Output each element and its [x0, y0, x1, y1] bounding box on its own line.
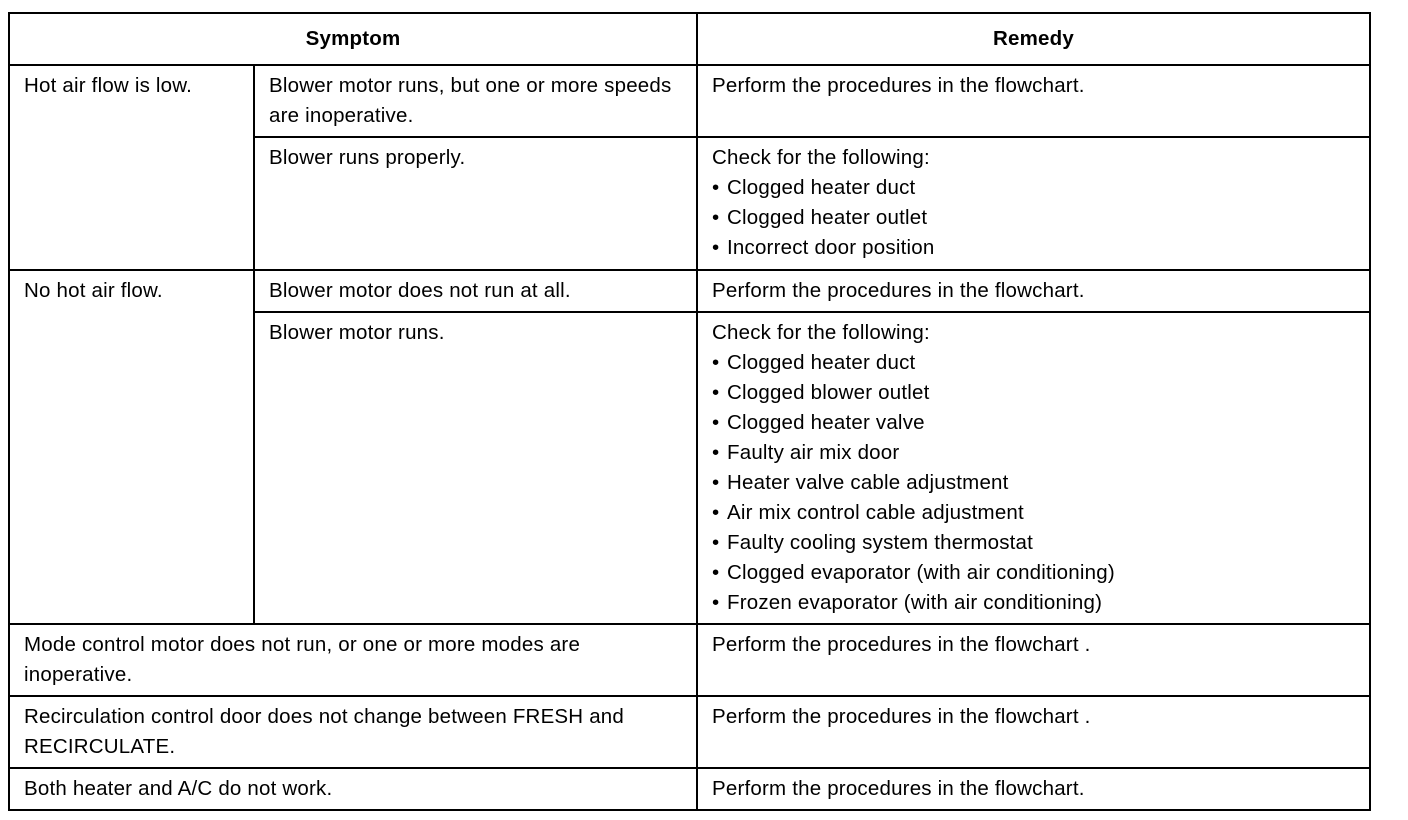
- bullet-icon: •: [712, 561, 720, 584]
- check-item: [712, 348, 1355, 378]
- remedy-cell: Perform the procedures in the flowchart.: [697, 270, 1370, 312]
- check-item-text: Frozen evaporator (with air conditioning): [727, 591, 1103, 614]
- check-item: [712, 468, 1355, 498]
- table-row: [9, 768, 1370, 810]
- bullet-icon: •: [712, 381, 720, 404]
- bullet-icon: •: [712, 531, 720, 554]
- symptom-condition: Blower motor runs, but one or more speeds are inoperative.: [254, 65, 697, 137]
- table-row: [9, 696, 1370, 768]
- bullet-icon: •: [712, 471, 720, 494]
- check-item: [712, 528, 1355, 558]
- table-header-row: [9, 13, 1370, 65]
- bullet-icon: •: [712, 591, 720, 614]
- symptom-condition: Blower runs properly.: [254, 137, 697, 270]
- check-item-text: Clogged heater outlet: [727, 206, 928, 229]
- remedy-cell: Perform the procedures in the flowchart .: [697, 696, 1370, 768]
- check-item-text: Clogged heater duct: [727, 351, 916, 374]
- bullet-icon: •: [712, 441, 720, 464]
- check-item-text: Faulty air mix door: [727, 441, 900, 464]
- check-item-text: Clogged blower outlet: [727, 381, 930, 404]
- remedy-cell: [697, 312, 1370, 624]
- check-item: [712, 378, 1355, 408]
- remedy-cell: Perform the procedures in the flowchart.: [697, 768, 1370, 810]
- bullet-icon: •: [712, 501, 720, 524]
- symptom-cell: Both heater and A/C do not work.: [9, 768, 697, 810]
- remedy-cell: Perform the procedures in the flowchart.: [697, 65, 1370, 137]
- table-row: [9, 270, 1370, 312]
- symptom-cell: Recirculation control door does not change between FRESH and RECIRCULATE.: [9, 696, 697, 768]
- check-item: [712, 438, 1355, 468]
- check-item-text: Incorrect door position: [727, 236, 935, 259]
- check-item: [712, 203, 1355, 233]
- check-list: [712, 348, 1355, 618]
- check-item-text: Clogged heater valve: [727, 411, 925, 434]
- check-item-text: Clogged heater duct: [727, 176, 916, 199]
- symptom-category: No hot air flow.: [9, 270, 254, 624]
- check-item-text: Clogged evaporator (with air conditioning): [727, 561, 1115, 584]
- remedy-header: Remedy: [697, 13, 1370, 65]
- remedy-cell: Perform the procedures in the flowchart .: [697, 624, 1370, 696]
- check-item: [712, 588, 1355, 618]
- remedy-cell: [697, 137, 1370, 270]
- check-item-text: Faulty cooling system thermostat: [727, 531, 1034, 554]
- bullet-icon: •: [712, 351, 720, 374]
- bullet-icon: •: [712, 411, 720, 434]
- check-item: [712, 173, 1355, 203]
- troubleshooting-table: [8, 12, 1371, 811]
- check-item: [712, 498, 1355, 528]
- check-list: [712, 173, 1355, 263]
- symptom-condition: Blower motor runs.: [254, 312, 697, 624]
- table-row: [9, 624, 1370, 696]
- bullet-icon: •: [712, 176, 720, 199]
- check-item-text: Heater valve cable adjustment: [727, 471, 1009, 494]
- remedy-intro: Check for the following:: [712, 146, 930, 169]
- check-item: [712, 408, 1355, 438]
- check-item-text: Air mix control cable adjustment: [727, 501, 1024, 524]
- symptom-cell: Mode control motor does not run, or one or more modes are inoperative.: [9, 624, 697, 696]
- symptom-header: Symptom: [9, 13, 697, 65]
- remedy-intro: Check for the following:: [712, 321, 930, 344]
- bullet-icon: •: [712, 206, 720, 229]
- check-item: [712, 233, 1355, 263]
- table-row: [9, 65, 1370, 137]
- bullet-icon: •: [712, 236, 720, 259]
- check-item: [712, 558, 1355, 588]
- symptom-category: Hot air flow is low.: [9, 65, 254, 270]
- symptom-condition: Blower motor does not run at all.: [254, 270, 697, 312]
